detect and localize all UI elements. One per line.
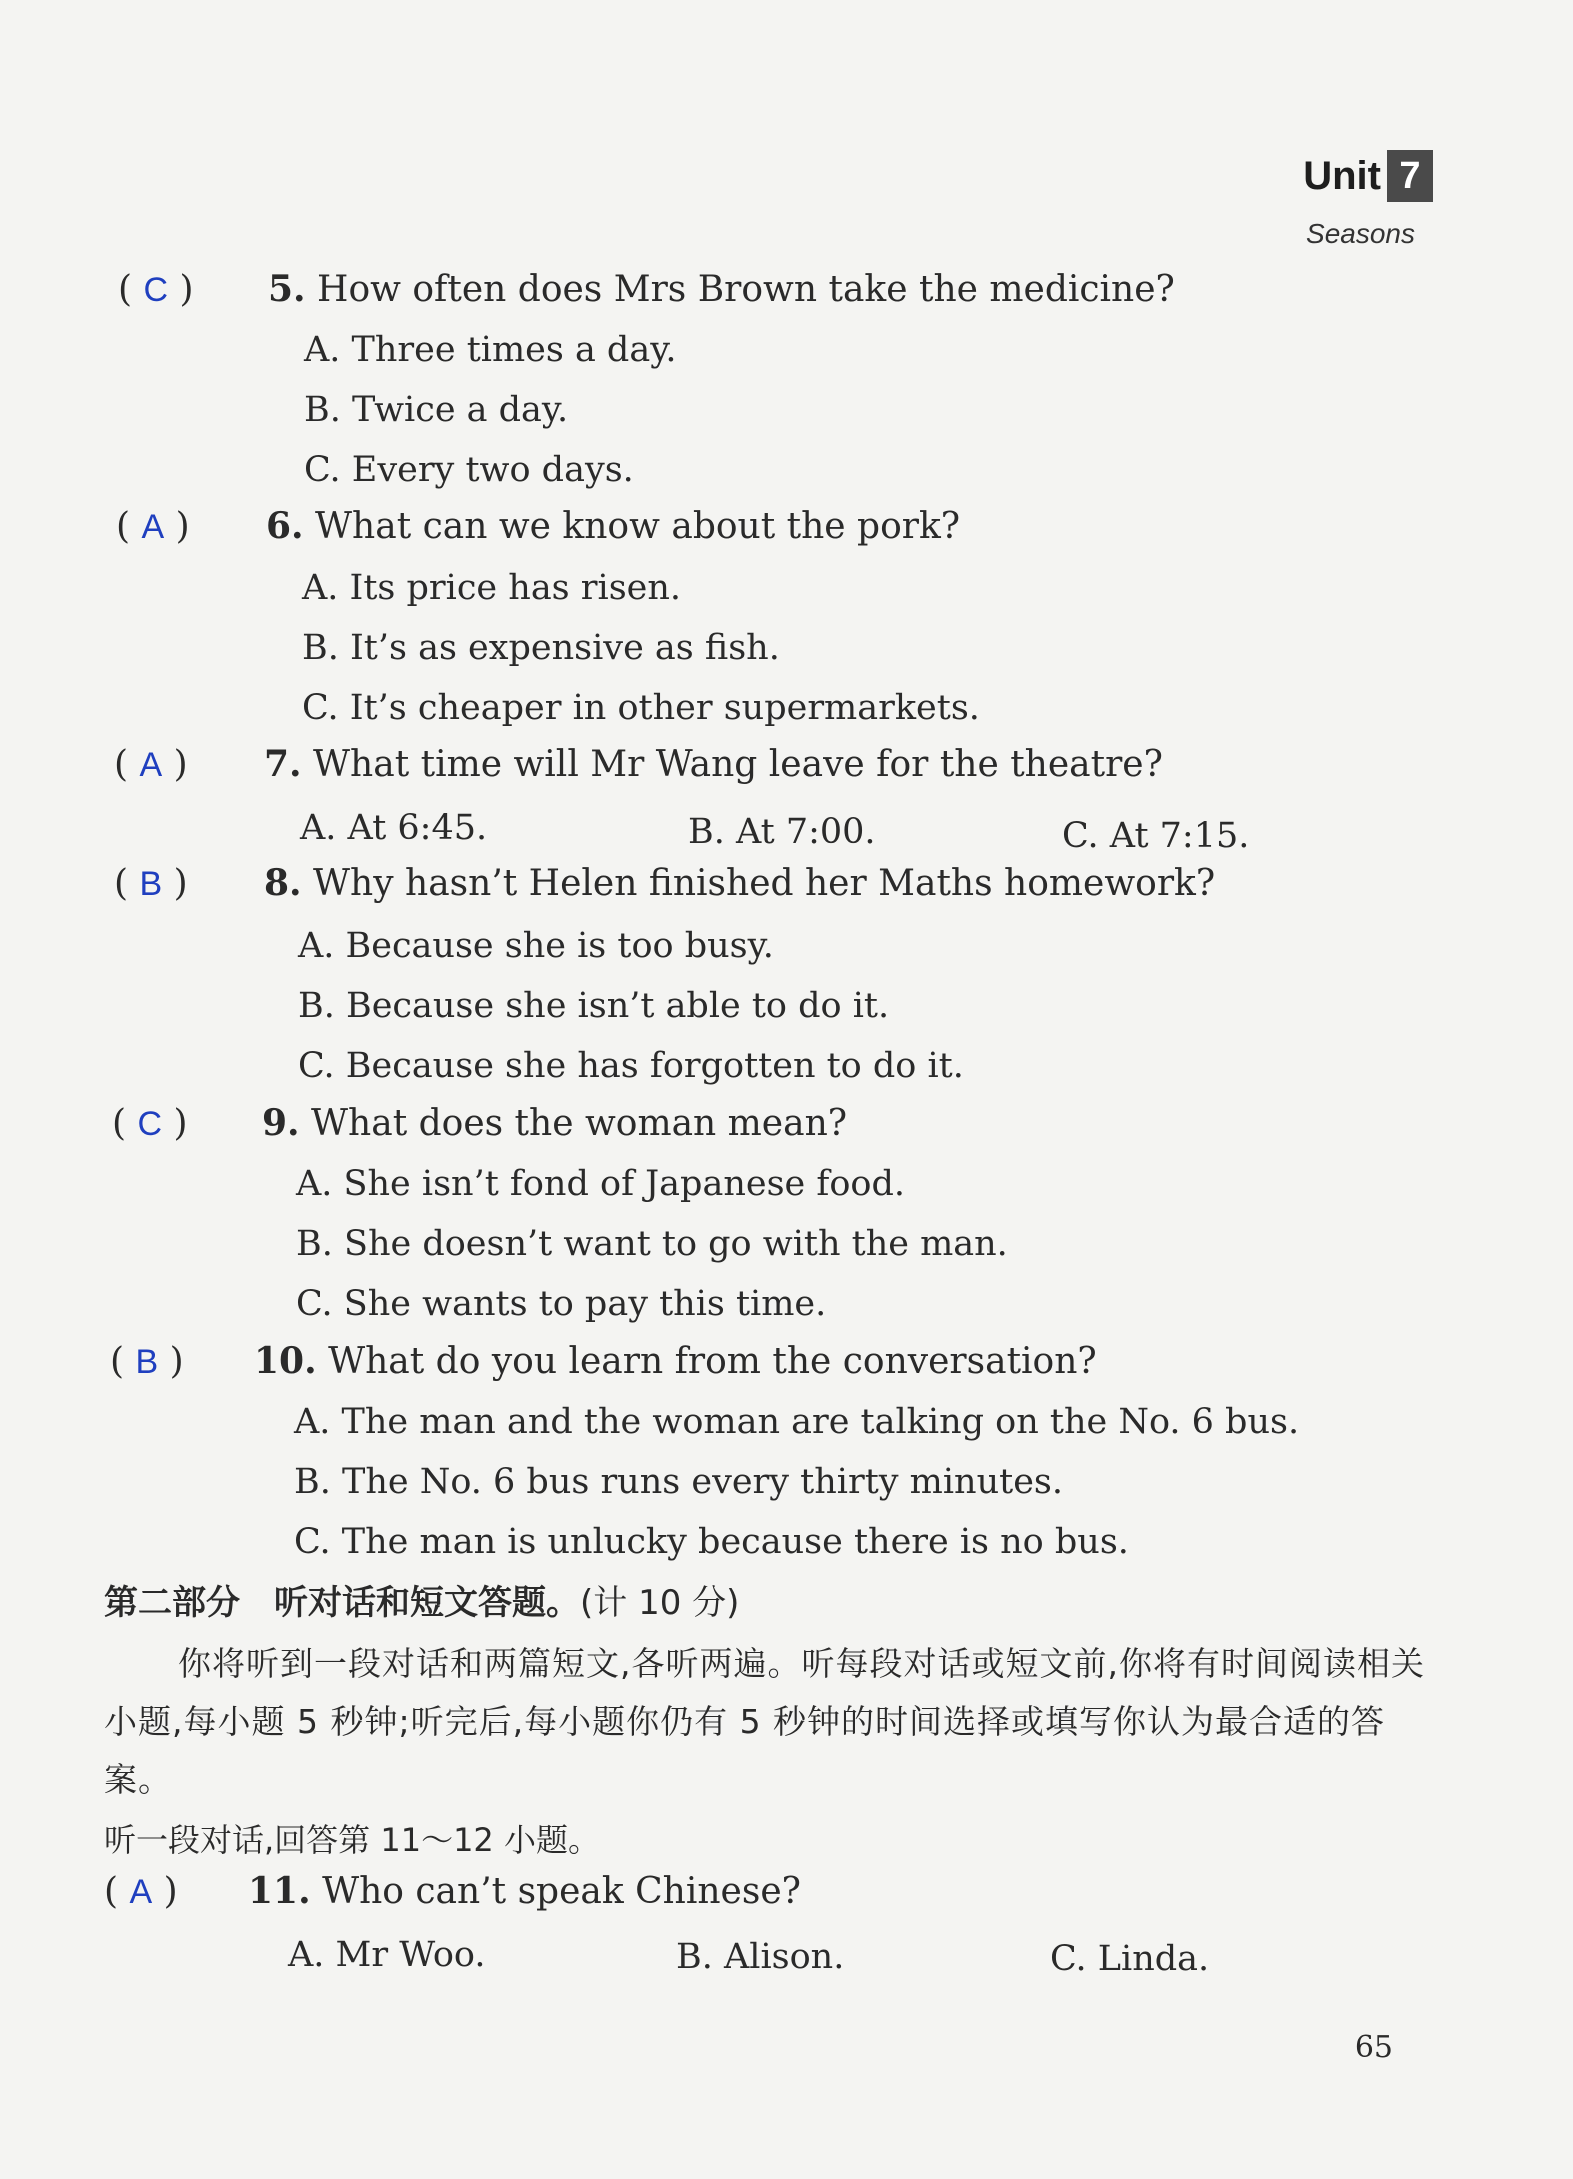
option-5b: B. Twice a day.: [304, 390, 569, 430]
unit-label: Unit: [1303, 153, 1381, 198]
question-text: What time will Mr Wang leave for the theatre?: [313, 744, 1163, 785]
option-10a: A. The man and the woman are talking on the No. 6 bus.: [294, 1402, 1300, 1442]
option-11a: A. Mr Woo.: [288, 1935, 486, 1975]
question-number: 6.: [266, 505, 304, 547]
option-10b: B. The No. 6 bus runs every thirty minutes.: [294, 1462, 1064, 1502]
section-2-heading: 第二部分 听对话和短文答题。: [104, 1583, 580, 1623]
question-10: ( B ) 10. What do you learn from the conversation?: [110, 1340, 1097, 1382]
unit-header: [1303, 150, 1433, 202]
question-text: What do you learn from the conversation?: [328, 1341, 1097, 1382]
question-text: What can we know about the pork?: [315, 506, 961, 547]
option-8c: C. Because she has forgotten to do it.: [298, 1046, 964, 1086]
answer-9: C: [137, 1105, 163, 1143]
question-8: ( B ) 8. Why hasn’t Helen finished her Maths homework?: [114, 862, 1216, 904]
answer-10: B: [135, 1343, 159, 1381]
page-number: 65: [1354, 2030, 1393, 2065]
option-11c: C. Linda.: [1050, 1939, 1210, 1979]
question-6: ( A ) 6. What can we know about the pork?: [116, 505, 961, 547]
question-number: 7.: [264, 743, 302, 785]
section-2-title: [104, 1575, 739, 1624]
option-6c: C. It’s cheaper in other supermarkets.: [302, 688, 980, 728]
question-text: What does the woman mean?: [311, 1103, 848, 1144]
option-9b: B. She doesn’t want to go with the man.: [296, 1224, 1008, 1264]
option-5a: A. Three times a day.: [304, 330, 677, 370]
question-text: Why hasn’t Helen finished her Maths homework?: [313, 863, 1216, 904]
question-text: How often does Mrs Brown take the medicine?: [317, 269, 1175, 310]
question-7: ( A ) 7. What time will Mr Wang leave for the theatre?: [114, 743, 1163, 785]
unit-subtitle: Seasons: [1306, 218, 1415, 249]
option-8b: B. Because she isn’t able to do it.: [298, 986, 890, 1026]
dialogue-instruction: 听一段对话,回答第 11～12 小题。: [104, 1821, 600, 1859]
option-6b: B. It’s as expensive as fish.: [302, 628, 780, 668]
question-5: ( C ) 5. How often does Mrs Brown take the medicine?: [118, 268, 1175, 310]
question-number: 9.: [262, 1102, 300, 1144]
question-number: 5.: [268, 268, 306, 310]
unit-number-badge: 7: [1387, 150, 1433, 202]
option-11b: B. Alison.: [676, 1937, 845, 1977]
option-5c: C. Every two days.: [304, 450, 634, 490]
option-7c: C. At 7:15.: [1062, 816, 1250, 856]
option-9a: A. She isn’t fond of Japanese food.: [296, 1164, 905, 1204]
answer-5: C: [143, 271, 169, 309]
option-9c: C. She wants to pay this time.: [296, 1284, 827, 1324]
question-number: 10.: [254, 1340, 317, 1382]
question-9: ( C ) 9. What does the woman mean?: [112, 1102, 848, 1144]
option-7b: B. At 7:00.: [688, 812, 876, 852]
answer-11: A: [129, 1873, 153, 1911]
question-number: 8.: [264, 862, 302, 904]
section-2-score: (计 10 分): [580, 1583, 740, 1623]
option-10c: C. The man is unlucky because there is no bus.: [294, 1522, 1129, 1562]
option-6a: A. Its price has risen.: [302, 568, 682, 608]
option-8a: A. Because she is too busy.: [298, 926, 774, 966]
answer-8: B: [139, 865, 163, 903]
question-11: ( A ) 11. Who can’t speak Chinese?: [104, 1870, 801, 1912]
answer-6: A: [141, 508, 165, 546]
question-number: 11.: [248, 1870, 311, 1912]
answer-7: A: [139, 746, 163, 784]
option-7a: A. At 6:45.: [300, 808, 488, 848]
question-text: Who can’t speak Chinese?: [322, 1871, 801, 1912]
section-2-instructions: 你将听到一段对话和两篇短文,各听两遍。听每段对话或短文前,你将有时间阅读相关小题,每小题 5 秒钟;听完后,每小题你仍有 5 秒钟的时间选择或填写你认为最合适的答案。: [104, 1644, 1425, 1799]
